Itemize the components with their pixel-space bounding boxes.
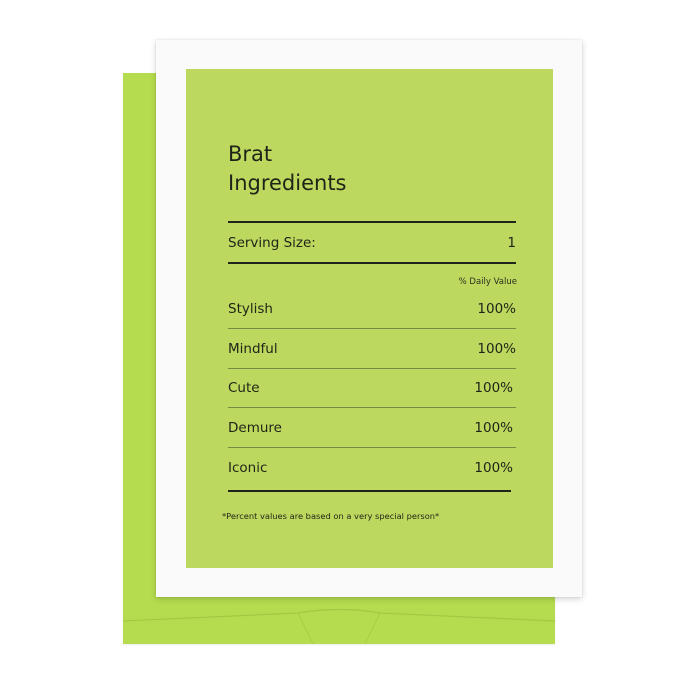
ingredient-name-mindful: Mindful <box>228 341 278 357</box>
row-divider <box>228 447 516 448</box>
card-title-line-2: Ingredients <box>228 171 347 195</box>
serving-size-value: 1 <box>507 235 516 251</box>
row-divider <box>228 407 516 408</box>
ingredient-value-cute: 100% <box>474 380 513 396</box>
daily-value-header: % Daily Value <box>458 277 517 287</box>
ingredient-name-cute: Cute <box>228 380 260 396</box>
ingredient-value-demure: 100% <box>474 420 513 436</box>
row-divider <box>228 368 516 369</box>
ingredient-name-iconic: Iconic <box>228 460 268 476</box>
ingredient-value-stylish: 100% <box>477 301 516 317</box>
ingredient-value-iconic: 100% <box>474 460 513 476</box>
ingredient-name-demure: Demure <box>228 420 282 436</box>
top-rule <box>228 221 516 223</box>
serving-size-label: Serving Size: <box>228 235 316 251</box>
ingredient-value-mindful: 100% <box>477 341 516 357</box>
row-divider <box>228 328 516 329</box>
footnote: *Percent values are based on a very special person* <box>222 511 440 521</box>
serving-rule <box>228 262 516 264</box>
card-title-line-1: Brat <box>228 142 273 166</box>
greeting-card <box>156 40 582 597</box>
card-green-panel <box>186 69 553 568</box>
ingredient-name-stylish: Stylish <box>228 301 273 317</box>
card-title <box>228 140 347 198</box>
bottom-rule <box>228 490 511 492</box>
